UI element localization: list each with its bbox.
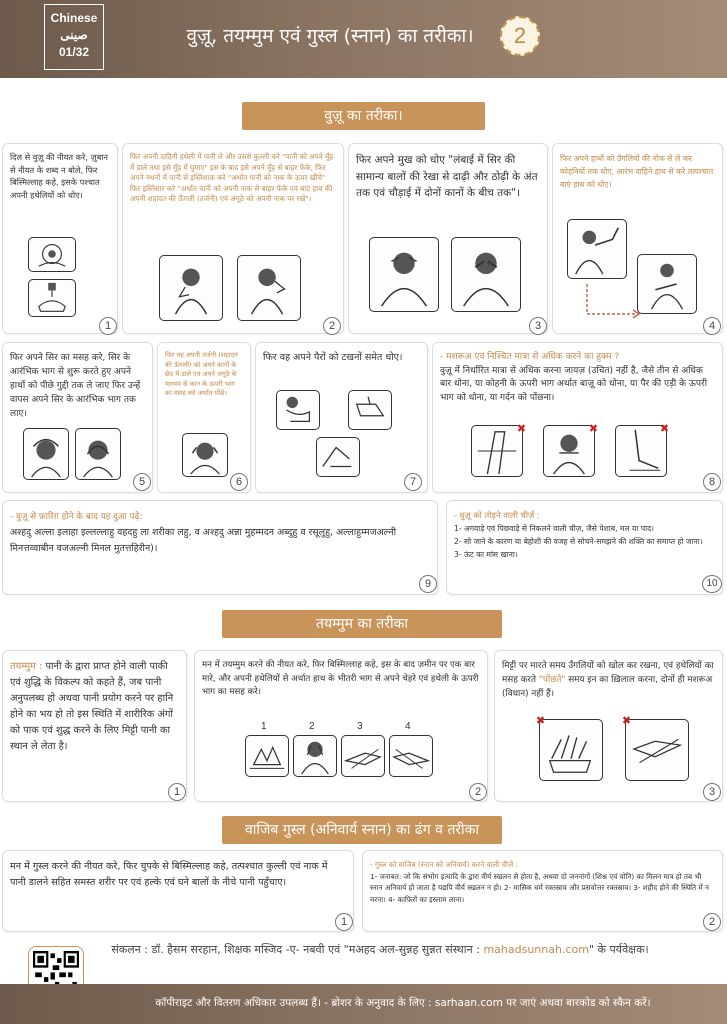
step-text: मन में तयम्मुम करने की नीयत करे, फिर बिस्मिल्लाह कहे, इस के बाद ज़मीन पर एक बार मारे, और अपनी हथेलियों से अर्थात हाथ के भीतरी भाग से अपने चेहरे एवं हथेली के ऊपरी भाग का मसह करे। bbox=[202, 660, 479, 697]
language-label: Chinese bbox=[50, 11, 98, 25]
credit-website[interactable]: mahadsunnah.com bbox=[483, 943, 589, 956]
step-text: फिर अपने मुख को धोए "लंबाई में सिर की सामान्य बालों की रेखा से दाढ़ी और ठोढ़ी के अंत तक एवं चौड़ाई में दोनों कानों के बीच तक"। bbox=[356, 154, 538, 199]
strike-earth-icon bbox=[245, 735, 289, 777]
step-label: 2 bbox=[309, 721, 315, 732]
language-badge bbox=[44, 4, 104, 70]
step-number: 2 bbox=[703, 913, 721, 931]
step-number: 10 bbox=[702, 575, 722, 593]
step-number: 2 bbox=[469, 783, 487, 801]
nullifier-item: 3- ऊंट का मांस खाना। bbox=[454, 550, 518, 559]
ghusl-step-2 bbox=[362, 850, 723, 932]
page-code: 01/32 bbox=[58, 45, 90, 59]
page-number-badge: 2 bbox=[500, 16, 540, 56]
wipe-hand-icon bbox=[341, 735, 385, 777]
wudu-step-7 bbox=[255, 342, 428, 493]
interlace-fingers-icon bbox=[625, 719, 689, 781]
step-number: 5 bbox=[133, 473, 151, 491]
step-text: फिर अपनी दाहिनी हथेली में पानी ले और उससे कुल्ली करे "पानी को अपने मुँह में डाले तथा इसे मुँह में घुमाए" इस के बाद इसे अपने मुँह से बाहर फेंके, फिर अपने नथनों में पानी से इस्तिंशाक़ करे "अर्थात पानी को नाक के ऊपर खींचे" फिर इस्तिंसार करे "अर्थात पानी को अपनी नाक से बाहर फेंके एवं बाएं हाथ की अपनी शहादत की ऊँगली (तर्जनी) एवं अंगूठे को अपनी नाक पर रखे"। bbox=[130, 152, 334, 203]
wash-heel-icon bbox=[316, 437, 360, 477]
wash-arm-icon bbox=[567, 219, 627, 279]
dua-text: अश्हदु अल्ला इलाहा इल्लल्लाहु वहदहु ला शरीका लहु, व अश्हदु अन्ना मुहम्मदन अब्दुहु व रसूलुहु, अल्लाहुम्मजअल्नी मिनत्तव्वाबीन वजअल्नी मिनल मुतत्तहिरीन)। bbox=[10, 527, 397, 554]
wash-face-icon bbox=[369, 237, 439, 312]
step-number: 3 bbox=[529, 317, 547, 335]
wipe-other-hand-icon bbox=[389, 735, 433, 777]
wash-feet-icon bbox=[276, 390, 320, 430]
step-text: पानी के द्वारा प्राप्त होने वाली पाकी एवं शुद्धि के विकल्प को कहते हैं, जब पानी अनुपलब्ध हो अथवा पानी प्रयोग करने पर हानि होने का भय हो तो इस स्थिति में शारीरिक अंगों को पाक एवं शुद्ध करने के लिए मिट्टी पानी का स्थान ले लेता है। bbox=[10, 661, 174, 752]
wudu-step-4 bbox=[552, 143, 723, 334]
step-text: समय इन का ख़िलाल करना, दोनों ही मशरूअ (विधान) नहीं हैं। bbox=[502, 675, 713, 699]
step-number: 2 bbox=[323, 317, 341, 335]
step-number: 6 bbox=[230, 473, 248, 491]
tayammum-step-3 bbox=[494, 650, 723, 802]
wudu-step-5 bbox=[2, 342, 153, 493]
wudu-step-1 bbox=[2, 143, 118, 334]
step-heading: - गुस्ल को वाजिब (स्नान को अनिवार्य) करने वाली चीज़ें : bbox=[370, 860, 518, 869]
wipe-face-tayammum-icon bbox=[293, 735, 337, 777]
cross-icon: ✖ bbox=[535, 714, 546, 727]
wipe-ears-icon bbox=[182, 433, 228, 477]
cross-icon: ✖ bbox=[588, 422, 599, 435]
credit-text bbox=[100, 941, 660, 959]
wudu-step-3 bbox=[348, 143, 548, 334]
tayammum-step-1 bbox=[2, 650, 187, 802]
cross-icon: ✖ bbox=[516, 422, 527, 435]
step-number: 8 bbox=[703, 473, 721, 491]
spread-fingers-icon bbox=[539, 719, 603, 781]
step-number: 1 bbox=[335, 913, 353, 931]
step-text: मन में गुस्ल करने की नीयत करे, फिर चुपके से बिस्मिल्लाह कहे, तत्पश्चात कुल्ली एवं नाक में पानी डालने सहित समस्त शरीर पर एवं हल्के एवं घने बालों के नीचे पानी पहुँचाए। bbox=[10, 861, 328, 888]
step-label: 1 bbox=[261, 721, 267, 732]
arrow-icon bbox=[583, 282, 643, 322]
nullifier-item: 1- अगवाड़े एवं पिछवाड़े से निकलने वाली चीज़, जैसे पेशाब, मल या पाद। bbox=[454, 524, 655, 533]
wash-face-hands-icon bbox=[451, 237, 521, 312]
dua-heading: - वुज़ू से फ़ारिग़ होने के बाद यह दुआ पढ़े: bbox=[10, 512, 143, 522]
step-text: फिर अपने हाथों को उँगलियों की नोक से ले कर कोहनियों तक धोए, आरंभ दाहिने हाथ से करे तत्पश्चात बाएं हाथ को धोए। bbox=[560, 154, 714, 189]
step-label: 3 bbox=[357, 721, 363, 732]
header-bar bbox=[0, 0, 727, 78]
rinse-nose-icon bbox=[237, 255, 301, 321]
wipe-head-back-icon bbox=[75, 428, 121, 480]
ghusl-step-1 bbox=[2, 850, 354, 932]
cross-icon: ✖ bbox=[621, 714, 632, 727]
tayammum-step-2 bbox=[194, 650, 488, 802]
wudu-dua-card bbox=[2, 500, 438, 595]
wudu-nullifiers-card bbox=[446, 500, 723, 595]
step-number: 1 bbox=[99, 317, 117, 335]
step-text: मिट्टी पर मारते समय उँगलियों को खोल कर रखना, एवं हथेलियों का मसह करते bbox=[502, 661, 714, 685]
step-text: 1- जनाबत: जो कि संभोग इत्यादि के द्वारा वीर्य स्खलन से होता है, अथवा दो जननांगों (शिश्न एवं योनि) का मिलन मात्र हो तब भी स्नान अनिवार्य हो जाता है यद्यपि वीर्य स्खलन न हो। 2- मासिक धर्म रक्तस्राव और प्रसवोत्तर रक्तस्राव। 3- शहीद होने की स्थिति में न मरना। 4- काफ़िरों का इस्लाम लाना। bbox=[370, 871, 709, 904]
step-text: फिर वह अपनी तर्जनी (शहादत की ऊँगली) को अपने कानों के छेद में डाले एवं अपने अंगूठे के माध्यम से कान के ऊपरी भाग का मसह करे अर्थात पोंछे। bbox=[165, 351, 238, 398]
wudu-banner: वुज़ू का तरीका। bbox=[242, 102, 485, 130]
tayammum-term: तयम्मुम : bbox=[10, 661, 43, 672]
page-title: वुज़ू, तयम्मुम एवं गुस्ल (स्नान) का तरीका। bbox=[186, 25, 474, 47]
wash-foot-icon bbox=[348, 390, 392, 430]
step-label: 4 bbox=[405, 721, 411, 732]
step-text: वुज़ू में निर्धारित मात्रा से अधिक करना जायज़ (उचित) नहीं है, जैसे तीन से अधिक बार धोना, या कोहनी के ऊपरी भाग अर्थात बाज़ू को धोना, या पैर की एड़ी के ऊपरी भाग को धोना, या गर्दन को पोंछना। bbox=[440, 365, 708, 403]
wudu-step-2 bbox=[122, 143, 344, 334]
wipe-head-icon bbox=[23, 428, 69, 480]
hand-wash-icon bbox=[28, 279, 76, 317]
step-number: 9 bbox=[419, 575, 437, 593]
step-number: 7 bbox=[404, 473, 422, 491]
copyright-text: कॉपीराइट और वितरण अधिकार उपलब्ध हैं। - ब्रोशर के अनुवाद के लिए : sarhaan.com पर जाएं अथवा बारकोड को स्कैन करें। bbox=[155, 997, 651, 1009]
step-number: 4 bbox=[703, 317, 721, 335]
credit-end: " के पर्यवेक्षक। bbox=[588, 943, 649, 956]
language-arabic: صينى bbox=[60, 28, 88, 42]
step-text: फिर अपने सिर का मसह करे, सिर के आरंभिक भाग से शुरू करते हुए अपने हाथों को पीछे गुद्दी तक ले जाए फिर उन्हें वापस अपने सिर के आरंभिक भाग तक लाए। bbox=[10, 353, 141, 419]
step-text: फिर वह अपने पैरों को टखनों समेत धोए। bbox=[263, 352, 403, 363]
step-heading: - मशरूअ एवं निश्चित मात्रा से अधिक करने का हुक्म ? bbox=[440, 352, 620, 362]
tayammum-banner: तयम्मुम का तरीका bbox=[222, 610, 502, 638]
credit-compiler: संकलन : डॉ. हैसम सरहान, शिक्षक मस्जिद -ए- नबवी एवं "मअहद अल-सुन्नह सुन्नत संस्थान : bbox=[111, 943, 484, 956]
wudu-step-8 bbox=[432, 342, 723, 493]
cross-icon: ✖ bbox=[659, 422, 670, 435]
footer-bar bbox=[0, 984, 727, 1024]
step-number: 3 bbox=[703, 783, 721, 801]
wudu-step-6 bbox=[157, 342, 251, 493]
ghusl-banner: वाजिब गुस्ल (अनिवार्य स्नान) का ढंग व तरीका bbox=[222, 816, 502, 844]
wash-forearm-icon bbox=[637, 254, 697, 314]
highlight-term: "पोंछते" bbox=[538, 675, 566, 685]
rinse-mouth-icon bbox=[159, 255, 223, 321]
step-number: 1 bbox=[168, 783, 186, 801]
step-text: दिल से वुज़ू की नीयत करे, ज़ुबान से नीयत के शब्द न बोले, फिर बिस्मिल्लाह कहे, इसके पश्चात अपनी हथेलियों को धोए। bbox=[10, 152, 108, 200]
intention-icon bbox=[28, 237, 76, 272]
nullifiers-heading: - वुज़ू को तोड़ने वाली चीज़ें : bbox=[454, 510, 540, 520]
nullifier-item: 2- सो जाने के कारण या बेहोशी की वजह से सोचने-समझने की शक्ति का समाप्त हो जाना। bbox=[454, 537, 703, 546]
